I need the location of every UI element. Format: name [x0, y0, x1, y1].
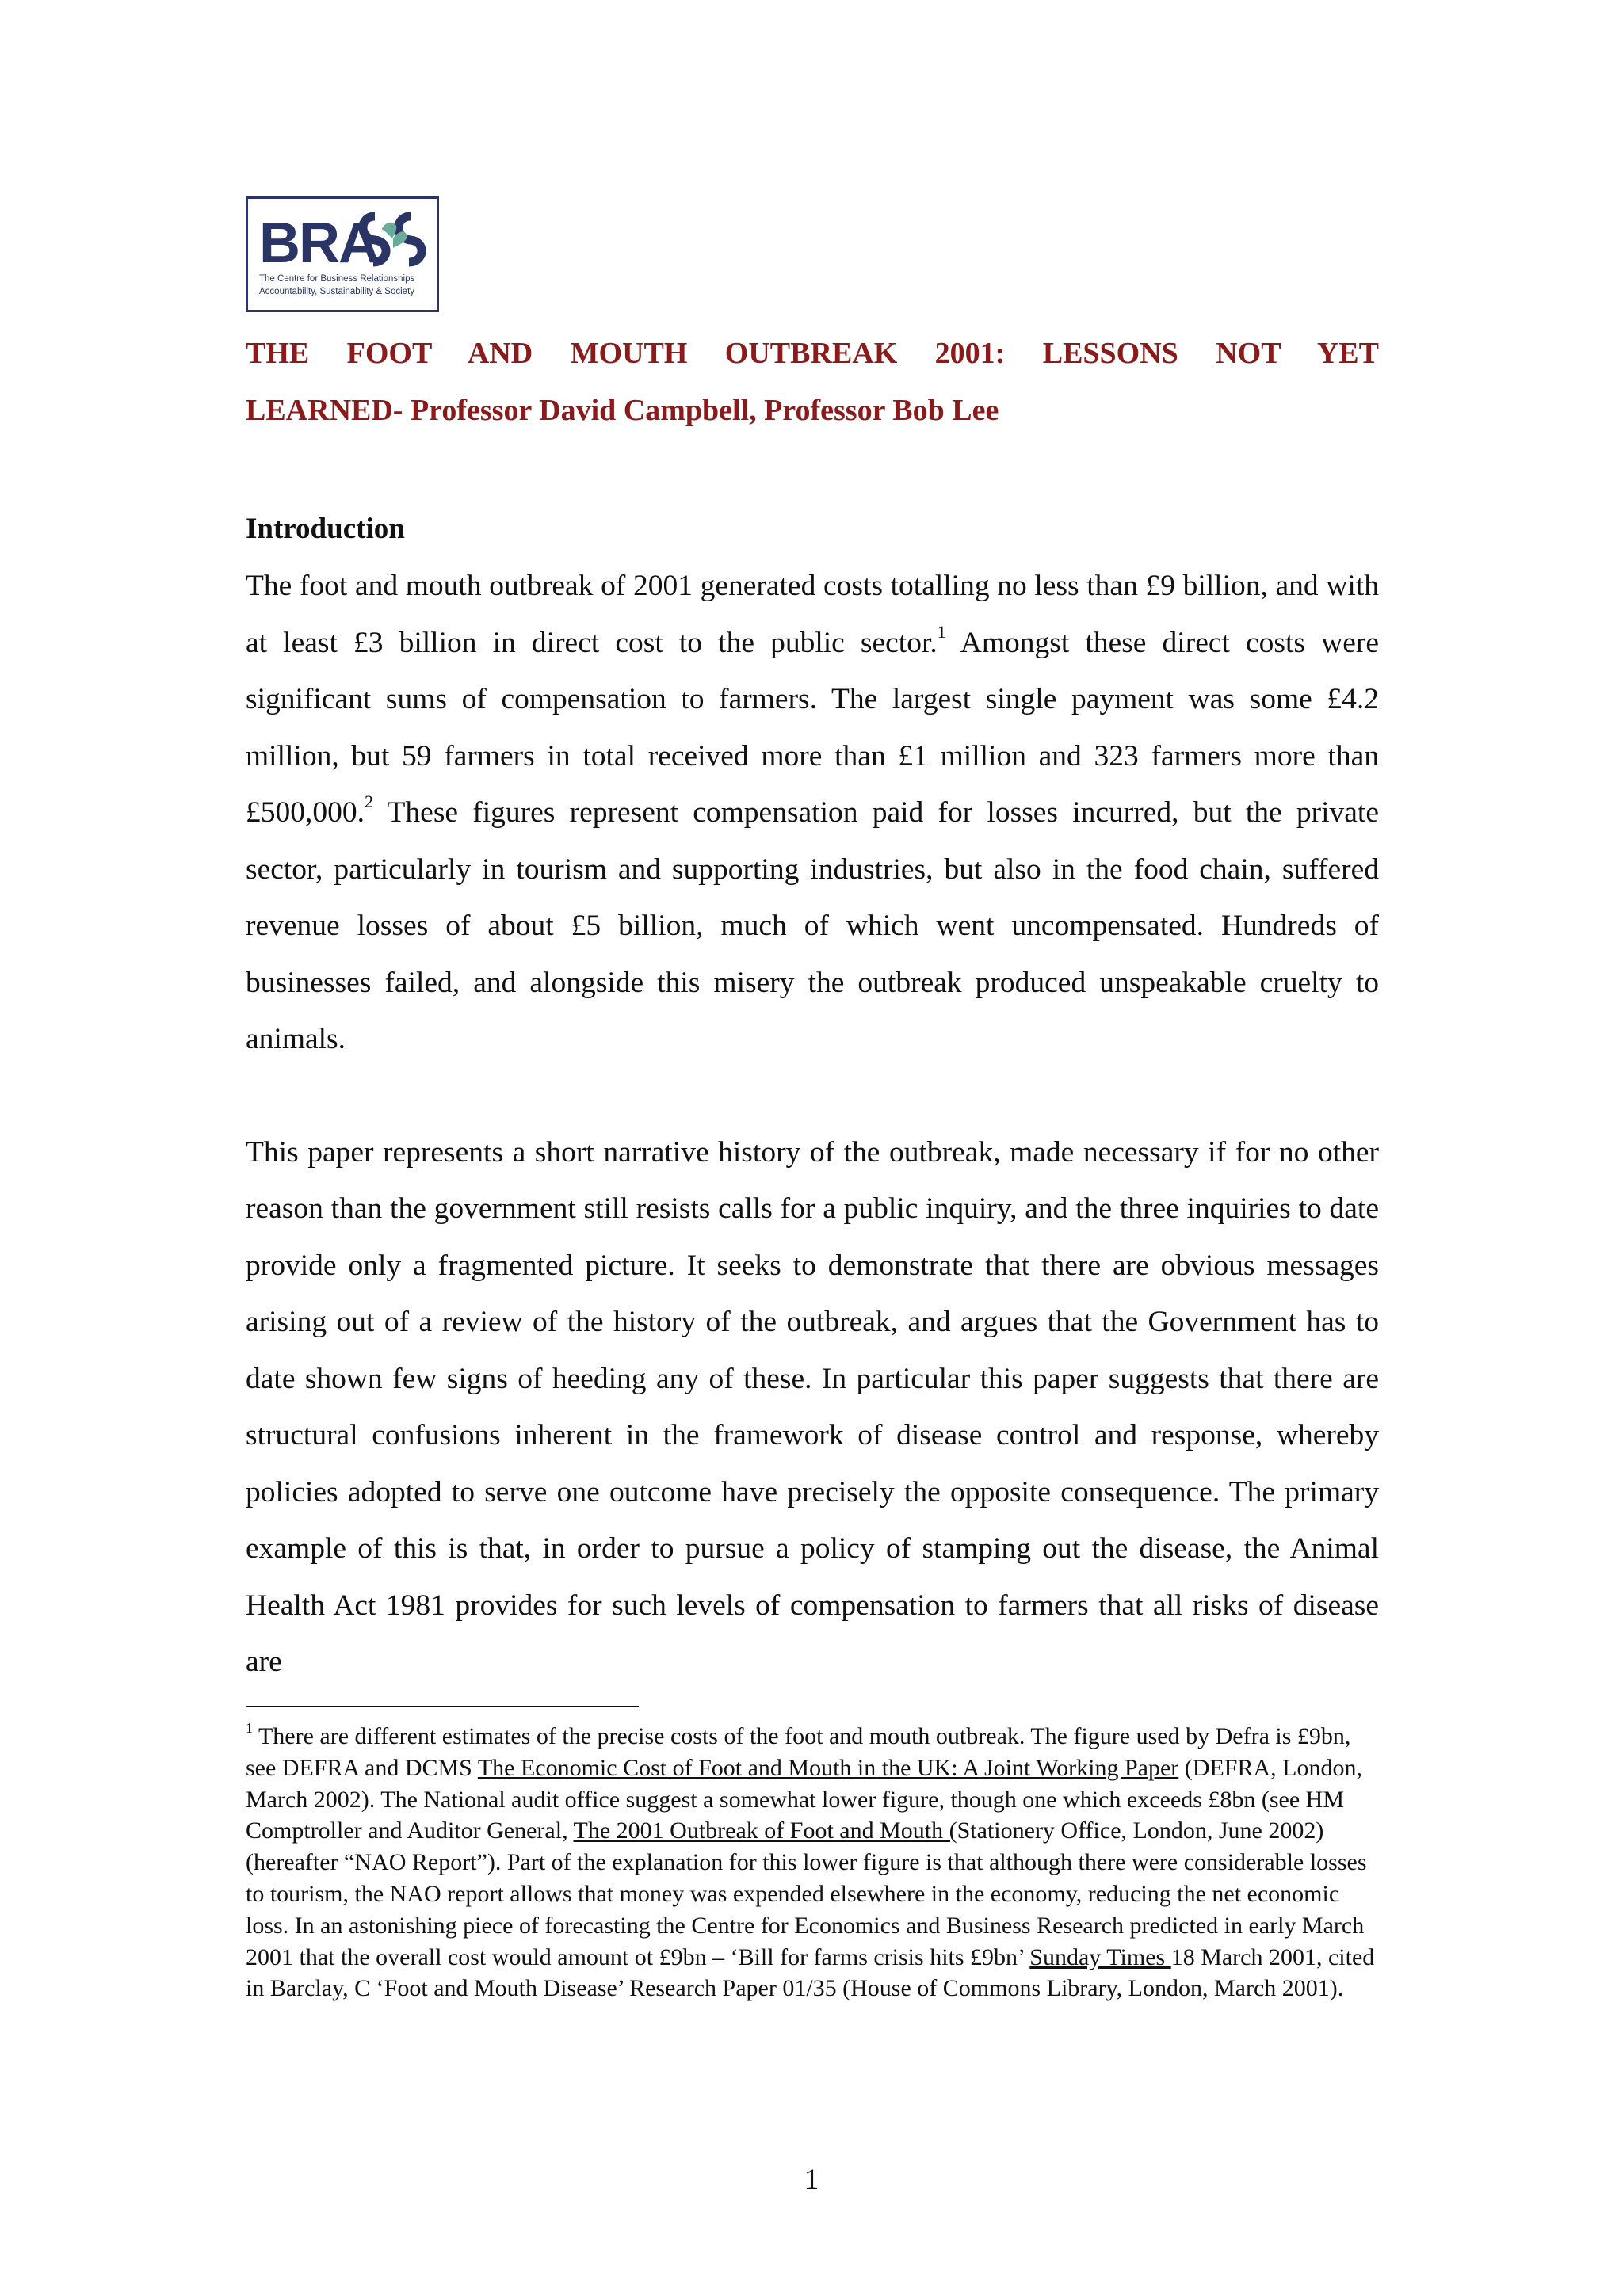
- section-heading: Introduction: [246, 513, 405, 545]
- paragraph-2: This paper represents a short narrative history of the outbreak, made necessary if for no other reason than the government still resists calls for a public inquiry, and the three inquiries to date provide only a fragmented picture. It seeks to demonstrate that there are obvious messages arising out of a review of the history of the outbreak, and argues that the Government has to date shown few signs of heeding any of these. In particular this paper suggests that there are structural confusions inherent in the framework of disease control and response, whereby policies adopted to serve one outcome have precisely the opposite consequence. The primary example of this is that, in order to pursue a policy of stamping out the disease, the Animal Health Act 1981 provides for such levels of compensation to farmers that all risks of disease are: [246, 1135, 1379, 1678]
- footnote-divider: [246, 1706, 639, 1707]
- footnote-citation-title-1: The Economic Cost of Foot and Mouth in the UK: A Joint Working Paper: [477, 1754, 1179, 1781]
- paper-title: [246, 325, 1379, 439]
- paragraph-1: [246, 558, 1379, 1068]
- logo-tagline-1: The Centre for Business Relationships: [259, 274, 415, 284]
- page-number: 1: [804, 2164, 819, 2196]
- brass-logo: [246, 196, 439, 312]
- footnote-1: [246, 1721, 1379, 2004]
- footnote-text: 18 March 2001, cited in Barclay, C ‘Foot and Mouth Disease’ Research Paper 01/35 (House of Commons Library, London, March 2001).: [246, 1943, 1375, 2002]
- logo-letters: BRA: [259, 212, 378, 275]
- footnote-text: Stationery Office, London, June 2002)(hereafter “NAO Report”). Part of the explanation for this lower figure is that although there were considerable losses to tourism, the NAO report allows that money was expended elsewhere in the economy, reducing the net economic loss. In an astonishing piece of forecasting the Centre for Economics and Business Research predicted in early March 2001 that the overall cost would amount ot £9bn – ‘Bill for farms crisis hits £9bn’: [246, 1817, 1367, 1970]
- footnote-ref-2: 2: [365, 791, 373, 811]
- main-content: [246, 325, 1379, 1691]
- brass-logo-graphic: [248, 199, 437, 310]
- footnote-text: There are different estimates of the precise costs of the foot and mouth outbreak. The figure used by Defra is £9bn, see DEFRA and DCMS: [246, 1723, 1351, 1781]
- title-line-1: THE FOOT AND MOUTH OUTBREAK 2001: LESSONS NOT YET: [246, 337, 1379, 370]
- paragraph-1-text-c: These figures represent compensation paid for losses incurred, but the private sector, particularly in tourism and supporting industries, but also in the food chain, suffered revenue losses of about £5 billion, much of which went uncompensated. Hundreds of businesses failed, and alongside this misery the outbreak produced unspeakable cruelty to animals.: [246, 796, 1379, 1055]
- footnote-citation-title-2: The 2001 Outbreak of Foot and Mouth (: [573, 1817, 957, 1844]
- title-line-2: LEARNED- Professor David Campbell, Professor Bob Lee: [246, 394, 999, 427]
- footnote-text: (DEFRA, London, March 2002). The National audit office suggest a somewhat lower figure, though one which exceeds £8bn (see HM Comptroller and Auditor General,: [246, 1754, 1362, 1844]
- logo-tagline-2: Accountability, Sustainability & Society: [259, 287, 415, 296]
- paragraph-1-text-a: The foot and mouth outbreak of 2001 generated costs totalling no less than £9 billion, and with at least £3 billion in direct cost to the public sector.: [246, 570, 1379, 659]
- footnote-ref-1: 1: [937, 621, 946, 642]
- footnote-citation-title-3: Sunday Times: [1029, 1943, 1171, 1970]
- paragraph-1-text-b: Amongst these direct costs were significant sums of compensation to farmers. The largest single payment was some £4.2 million, but 59 farmers in total received more than £1 million and 323 farmers more than £500,000.: [246, 626, 1379, 829]
- footnote-number: 1: [246, 1720, 253, 1736]
